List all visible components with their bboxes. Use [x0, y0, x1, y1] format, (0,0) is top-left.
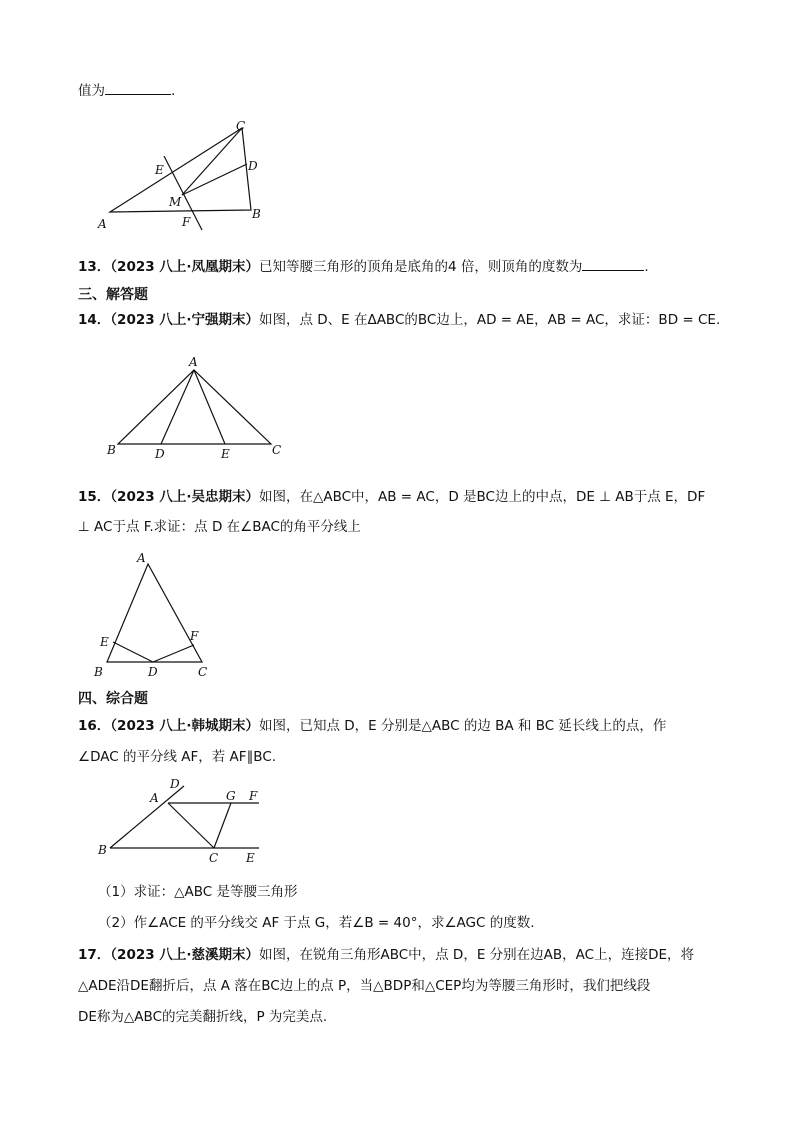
label-e: E: [100, 635, 109, 649]
q13: 13．（2023 八上·凤凰期末）已知等腰三角形的顶角是底角的4 倍，则顶角的度数为 .: [78, 259, 649, 275]
q15-source: （2023 八上·吴忠期末）: [110, 489, 259, 505]
segment-mc: [182, 128, 242, 195]
label-b: B: [94, 665, 103, 679]
q14-source: （2023 八上·宁强期末）: [110, 312, 259, 328]
label-b: B: [252, 207, 261, 221]
q14-text: 如图，点 D、E 在ΔABC的BC边上，AD = AE，AB = AC，求证：BD = CE.: [258, 312, 721, 328]
label-d: D: [248, 159, 258, 173]
label-d: D: [148, 665, 158, 679]
section-3-heading: 三、解答题: [78, 287, 148, 303]
label-e: E: [221, 447, 230, 461]
q13-text: 已知等腰三角形的顶角是底角的4 倍，则顶角的度数为: [258, 259, 583, 275]
figure-q16: [96, 776, 276, 876]
label-f: F: [249, 789, 258, 803]
q13-source: （2023 八上·凤凰期末）: [110, 259, 259, 275]
q17-line1: 17．（2023 八上·慈溪期末）如图，在锐角三角形ABC中，点 D，E 分别在边AB，AC上，连接DE，将: [78, 947, 694, 963]
q15-line1: 15．（2023 八上·吴忠期末）如图，在△ABC中，AB = AC，D 是BC边上的中点，DE ⊥ AB于点 E，DF: [78, 489, 706, 505]
label-e: E: [246, 851, 255, 865]
q16-sub1: （1）求证：△ABC 是等腰三角形: [98, 884, 298, 900]
section-4-heading: 四、综合题: [78, 691, 148, 707]
label-b: B: [98, 843, 107, 857]
label-m: M: [169, 195, 182, 209]
figure-q14: [104, 354, 294, 464]
label-f: F: [190, 629, 199, 643]
q15-line2: ⊥ AC于点 F.求证：点 D 在∠BAC的角平分线上: [78, 519, 361, 535]
label-c: C: [198, 665, 208, 679]
segment-ae: [194, 370, 225, 444]
q16-source: （2023 八上·韩城期末）: [110, 718, 259, 734]
label-f: F: [182, 215, 191, 229]
label-d: D: [170, 777, 180, 791]
q17-source: （2023 八上·慈溪期末）: [110, 947, 259, 963]
label-b: B: [107, 443, 116, 457]
q17-line2: △ADE沿DE翻折后，点 A 落在BC边上的点 P，当△BDP和△CEP均为等腰三角形时，我们把线段: [78, 978, 651, 994]
q17-line3: DE称为△ABC的完美翻折线，P 为完美点.: [78, 1009, 328, 1025]
label-c: C: [272, 443, 282, 457]
label-a: A: [189, 355, 198, 369]
q16-sub2: （2）作∠ACE 的平分线交 AF 于点 G，若∠B = 40°，求∠AGC 的度数.: [98, 915, 535, 931]
figure-q15: [90, 548, 220, 678]
line-bd: [110, 786, 184, 848]
q14: 14．（2023 八上·宁强期末）如图，点 D、E 在ΔABC的BC边上，AD = AE，AB = AC，求证：BD = CE.: [78, 312, 721, 328]
segment-ad: [161, 370, 194, 444]
label-a: A: [137, 551, 146, 565]
answer-blank[interactable]: [582, 258, 644, 271]
segment-cg: [214, 803, 231, 848]
q12-tail: 值为 .: [78, 83, 176, 99]
answer-blank[interactable]: [105, 82, 171, 95]
label-a: A: [98, 217, 107, 231]
label-d: D: [155, 447, 165, 461]
q12-text: 值为: [78, 83, 105, 99]
label-c: C: [236, 119, 246, 133]
label-e: E: [155, 163, 164, 177]
q13-number: 13．: [78, 259, 111, 275]
segment-ac: [168, 803, 214, 848]
label-g: G: [226, 789, 236, 803]
triangle-abc: [118, 370, 271, 444]
segment-ed-df: [113, 642, 194, 662]
label-c: C: [209, 851, 219, 865]
q16-line2: ∠DAC 的平分线 AF，若 AF∥BC.: [78, 749, 277, 765]
segment-md: [182, 164, 247, 195]
q16-line1: 16．（2023 八上·韩城期末）如图，已知点 D，E 分别是△ABC 的边 BA 和 BC 延长线上的点，作: [78, 718, 667, 734]
figure-q12: [92, 118, 272, 238]
label-a: A: [150, 791, 159, 805]
